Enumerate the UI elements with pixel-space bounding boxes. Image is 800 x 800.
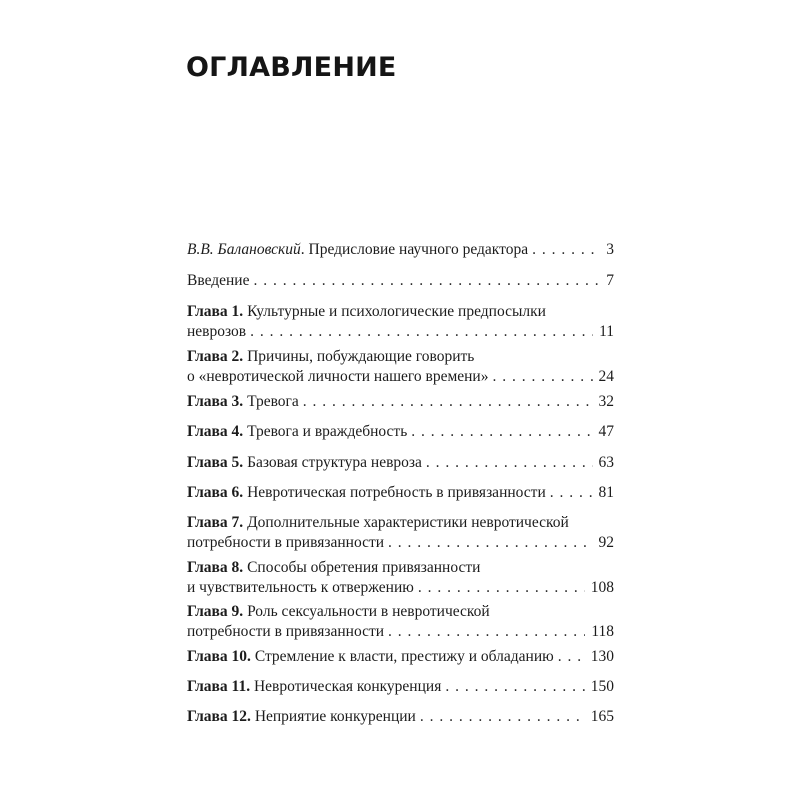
toc-line [187,392,614,412]
toc-entry-title: Предисловие научного редактора [308,241,529,258]
toc-line [187,602,614,622]
dot-leader [445,677,584,697]
toc-entry-title: Невротическая конкуренция [253,678,442,695]
toc-line [187,367,614,387]
toc-entry-page: 32 [598,393,614,410]
toc-entry-page: 24 [598,368,614,385]
toc-line [187,533,614,553]
toc-entry-title: Культурные и психологические предпосылки [247,303,546,320]
dot-leader [388,533,592,553]
toc-chapter-label: Глава 9. [187,603,244,620]
toc-line [187,677,614,697]
toc-line [187,707,614,727]
toc-chapter-label: Глава 4. [187,423,244,440]
toc-line [187,453,614,473]
toc-entry-page: 118 [591,623,614,640]
toc-entry-title: Невротическая потребность в привязанности [247,484,546,501]
page-title: ОГЛАВЛЕНИЕ [186,52,397,83]
toc-chapter-label: Глава 7. [187,514,244,531]
toc-entry-title: Тревога и враждебность [247,423,408,440]
toc-chapter-label: Глава 10. [187,648,251,665]
toc-entry-title-cont: потребности в привязанности [187,623,385,640]
toc-entry-chapter-7 [187,513,614,553]
dot-leader [418,578,585,598]
toc-entry-page: 11 [599,323,614,340]
toc-entry-page: 7 [606,272,614,289]
toc-entry-author: В.В. Балановский [187,241,301,258]
toc-entry-chapter-12 [187,707,614,727]
toc-line [187,647,614,667]
toc-entry-chapter-4 [187,422,614,442]
toc-entry-page: 63 [598,454,614,471]
toc-entry-title: Роль сексуальности в невротической [247,603,490,620]
dot-leader [250,322,593,342]
toc-entry-page: 47 [598,423,614,440]
toc-chapter-label: Глава 6. [187,484,244,501]
toc-entry-page: 3 [606,241,614,258]
dot-leader [550,483,593,503]
dot-leader [253,271,600,291]
toc-entry-title: Дополнительные характеристики невротической [247,514,569,531]
toc-entry-chapter-2 [187,347,614,387]
toc-entry-title-cont: неврозов [187,323,247,340]
toc-entry-title: Неприятие конкуренции [254,708,416,725]
toc-entry-title: Введение [187,272,250,289]
toc-line [187,578,614,598]
toc-entry-chapter-10 [187,647,614,667]
toc-entry-page: 92 [598,534,614,551]
toc-entry-title: Стремление к власти, престижу и обладанию [254,648,554,665]
toc-line [187,347,614,367]
dot-leader [303,392,593,412]
toc-entry-chapter-5 [187,453,614,473]
toc-entry-chapter-9 [187,602,614,642]
toc-line [187,483,614,503]
toc-entry-title: Тревога [247,393,299,410]
dot-leader [388,622,585,642]
toc-entry-title-cont: и чувствительность к отвержению [187,579,414,596]
toc-entry-title: Способы обретения привязанности [247,559,481,576]
toc-entry-chapter-11 [187,677,614,697]
toc-chapter-label: Глава 1. [187,303,244,320]
toc-line [187,622,614,642]
dot-leader [492,367,592,387]
toc-entry-title: Базовая структура невроза [247,454,422,471]
dot-leader [426,453,593,473]
toc-chapter-label: Глава 12. [187,708,251,725]
toc-entry-title-cont: о «невротической личности нашего времени» [187,368,489,385]
toc-line [187,322,614,342]
toc-chapter-label: Глава 2. [187,348,244,365]
toc-line [187,302,614,322]
toc-entry-page: 81 [598,484,614,501]
toc-entry-preface [187,240,614,260]
toc-chapter-label: Глава 11. [187,678,251,695]
dot-leader [420,707,585,727]
toc-entry-chapter-6 [187,483,614,503]
toc-line [187,513,614,533]
toc-line [187,240,614,260]
toc-line [187,558,614,578]
toc-entry-page: 165 [590,708,614,725]
toc-entry-page: 150 [590,678,614,695]
toc-entry-separator: . [300,241,309,258]
toc-chapter-label: Глава 5. [187,454,244,471]
dot-leader [558,647,585,667]
toc-entry-chapter-1 [187,302,614,342]
toc-line [187,422,614,442]
toc-entry-page: 108 [590,579,614,596]
dot-leader [411,422,592,442]
toc-entry-page: 130 [590,648,614,665]
toc-entry-title-cont: потребности в привязанности [187,534,385,551]
toc-entry-introduction [187,271,614,291]
toc-entry-chapter-8 [187,558,614,598]
toc-chapter-label: Глава 3. [187,393,244,410]
toc-entry-title: Причины, побуждающие говорить [247,348,475,365]
dot-leader [532,240,600,260]
toc-chapter-label: Глава 8. [187,559,244,576]
toc-entry-chapter-3 [187,392,614,412]
toc-line [187,271,614,291]
